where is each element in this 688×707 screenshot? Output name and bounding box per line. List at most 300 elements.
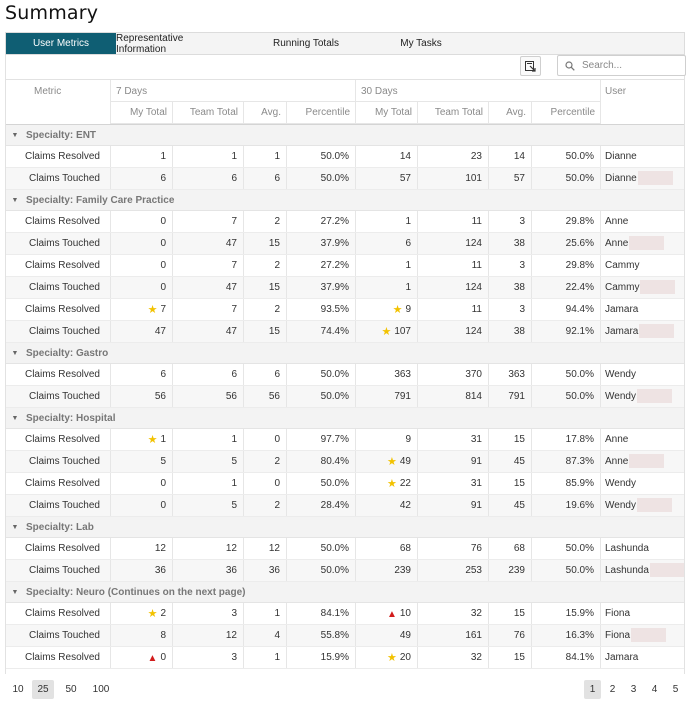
group-label: Specialty: Hospital: [26, 412, 116, 424]
my-total-30d: [356, 429, 418, 450]
page-number-button[interactable]: 1: [584, 680, 601, 699]
metric-cell: [6, 625, 111, 646]
table-row[interactable]: [6, 299, 684, 321]
team-total-7d: [173, 473, 244, 494]
table-row[interactable]: [6, 277, 684, 299]
cell-text: 239: [394, 565, 411, 576]
cell-text: Claims Resolved: [24, 260, 100, 271]
metric-cell: [6, 321, 111, 342]
cell-text: 32: [470, 652, 482, 663]
team-total-7d: [173, 364, 244, 385]
cell-text: 68: [513, 543, 525, 554]
my-total-7d: [111, 429, 173, 450]
percentile-30d: [532, 146, 601, 167]
percentile-30d: [532, 625, 601, 646]
table-row[interactable]: [6, 233, 684, 255]
percentile-30d: [532, 451, 601, 472]
team-total-30d: [418, 211, 489, 232]
percentile-7d: [287, 364, 356, 385]
user-cell: [601, 538, 685, 559]
cell-text: 31: [470, 434, 482, 445]
avg-7d: [244, 386, 287, 407]
cell-text: 1: [274, 151, 280, 162]
cell-text: 57: [513, 173, 525, 184]
percentile-7d: [287, 255, 356, 276]
cell-text: 15: [513, 434, 525, 445]
search-input[interactable]: [580, 59, 675, 72]
table-row[interactable]: [6, 211, 684, 233]
percentile-7d: [287, 211, 356, 232]
user-cell: [601, 647, 685, 668]
header-7-days: 7 Days: [111, 80, 356, 102]
cell-text: 9: [405, 434, 411, 445]
table-row[interactable]: [6, 451, 684, 473]
export-button[interactable]: [520, 56, 541, 76]
cell-text: Wendy: [605, 391, 636, 402]
cell-text: Claims Resolved: [24, 369, 100, 380]
cell-text: Jamara: [605, 326, 639, 337]
cell-text: 50.0%: [565, 173, 594, 184]
cell-text: 5: [160, 456, 166, 467]
cell-text: 11: [471, 260, 482, 271]
header-30d-percentile[interactable]: Percentile: [532, 102, 601, 124]
cell-text: 22: [399, 478, 411, 489]
percentile-30d: [532, 211, 601, 232]
cell-text: 7: [231, 216, 237, 227]
user-cell: [601, 386, 685, 407]
user-cell: [601, 168, 685, 189]
cell-text: 50.0%: [320, 543, 349, 554]
avg-7d: [244, 233, 287, 254]
cell-text: 11: [471, 216, 482, 227]
cell-text: Cammy: [605, 260, 640, 271]
header-30d-avg[interactable]: Avg.: [489, 102, 532, 124]
cell-text: 36: [154, 565, 166, 576]
user-cell: [601, 429, 685, 450]
table-row[interactable]: [6, 603, 684, 625]
percentile-7d: [287, 451, 356, 472]
cell-text: 363: [508, 369, 525, 380]
team-total-7d: [173, 146, 244, 167]
user-cell: [601, 321, 685, 342]
tab-my-tasks[interactable]: My Tasks: [400, 38, 442, 49]
my-total-30d: [356, 495, 418, 516]
star-icon: ★: [387, 652, 397, 664]
cell-text: 239: [508, 565, 525, 576]
page-number-button[interactable]: 2: [609, 684, 616, 695]
cell-text: 15.9%: [565, 608, 594, 619]
header-metric[interactable]: Metric: [6, 80, 111, 124]
search-box[interactable]: [557, 55, 686, 76]
cell-text: Dianne: [605, 173, 637, 184]
cell-text: 6: [231, 369, 237, 380]
table-row[interactable]: [6, 321, 684, 343]
percentile-30d: [532, 364, 601, 385]
star-icon: ★: [392, 304, 403, 316]
cell-text: 56: [154, 391, 166, 402]
my-total-30d: [356, 538, 418, 559]
percentile-30d: [532, 255, 601, 276]
cell-text: 27.2%: [320, 260, 349, 271]
cell-text: 12: [225, 543, 237, 554]
user-cell: [601, 277, 685, 298]
metrics-grid: [5, 79, 685, 674]
cell-text: Claims Resolved: [24, 652, 100, 663]
collapse-caret-icon[interactable]: ▼: [11, 523, 19, 531]
percentile-7d: [287, 625, 356, 646]
avg-30d: [489, 211, 532, 232]
tab-user-metrics[interactable]: User Metrics: [6, 33, 116, 54]
cell-text: 1: [274, 608, 280, 619]
table-row[interactable]: [6, 146, 684, 168]
cell-text: 31: [470, 478, 482, 489]
pagination: [5, 676, 685, 703]
header-7d-team-total[interactable]: Team Total: [173, 102, 244, 124]
my-total-30d: [356, 603, 418, 624]
percentile-30d: [532, 538, 601, 559]
cell-text: Claims Touched: [29, 173, 100, 184]
metric-cell: [6, 255, 111, 276]
collapse-caret-icon[interactable]: ▼: [11, 131, 19, 139]
team-total-7d: [173, 168, 244, 189]
my-total-30d: [356, 560, 418, 581]
user-cell: [601, 146, 685, 167]
cell-text: 0: [160, 238, 166, 249]
tab-representative-information[interactable]: Representative Information: [116, 32, 184, 55]
cell-text: 0: [160, 260, 166, 271]
team-total-30d: [418, 473, 489, 494]
page-number-button[interactable]: 3: [630, 684, 637, 695]
avg-7d: [244, 603, 287, 624]
cell-text: 56: [225, 391, 237, 402]
cell-text: 2: [274, 260, 280, 271]
team-total-30d: [418, 625, 489, 646]
avg-7d: [244, 211, 287, 232]
percentile-30d: [532, 429, 601, 450]
team-total-7d: [173, 451, 244, 472]
table-row[interactable]: [6, 429, 684, 451]
avg-7d: [244, 473, 287, 494]
cell-text: 50.0%: [565, 151, 594, 162]
cell-text: 101: [465, 173, 482, 184]
header-user[interactable]: User: [605, 86, 627, 97]
cell-text: 36: [268, 565, 280, 576]
cell-text: 87.3%: [565, 456, 594, 467]
cell-text: 50.0%: [565, 391, 594, 402]
page-size-option[interactable]: 100: [92, 684, 110, 695]
my-total-30d: [356, 321, 418, 342]
collapse-caret-icon[interactable]: ▼: [11, 414, 19, 422]
user-cell: [601, 495, 685, 516]
avg-30d: [489, 560, 532, 581]
avg-30d: [489, 625, 532, 646]
my-total-30d: [356, 233, 418, 254]
cell-text: 15: [513, 608, 525, 619]
team-total-30d: [418, 255, 489, 276]
percentile-7d: [287, 386, 356, 407]
header-30d-team-total[interactable]: Team Total: [418, 102, 489, 124]
cell-text: 107: [394, 326, 411, 337]
percentile-30d: [532, 168, 601, 189]
collapse-caret-icon[interactable]: ▼: [11, 349, 19, 357]
warning-icon: ▲: [386, 609, 397, 620]
avg-7d: [244, 429, 287, 450]
avg-7d: [244, 560, 287, 581]
avg-30d: [489, 277, 532, 298]
table-row[interactable]: [6, 625, 684, 647]
cell-text: 91: [470, 456, 482, 467]
avg-7d: [244, 495, 287, 516]
cell-text: 0: [160, 500, 166, 511]
star-icon: ★: [381, 326, 392, 338]
cell-text: Claims Resolved: [24, 151, 100, 162]
avg-7d: [244, 538, 287, 559]
cell-text: Claims Touched: [29, 565, 100, 576]
team-total-7d: [173, 429, 244, 450]
cell-text: 1: [160, 151, 166, 162]
cell-text: Claims Resolved: [24, 434, 100, 445]
collapse-caret-icon[interactable]: ▼: [11, 196, 19, 204]
table-row[interactable]: [6, 168, 684, 190]
table-row[interactable]: [6, 386, 684, 408]
star-icon: ★: [387, 456, 397, 468]
export-icon: [525, 61, 536, 72]
my-total-30d: [356, 146, 418, 167]
cell-text: 32: [470, 608, 482, 619]
cell-text: 49: [399, 630, 411, 641]
table-row[interactable]: [6, 473, 684, 495]
avg-7d: [244, 255, 287, 276]
my-total-30d: [356, 473, 418, 494]
cell-text: 2: [274, 456, 280, 467]
tab-bar: [5, 32, 685, 55]
group-row[interactable]: [6, 190, 684, 211]
group-label: Specialty: Lab: [26, 521, 94, 533]
cell-text: 47: [225, 282, 237, 293]
metric-cell: [6, 495, 111, 516]
group-row[interactable]: [6, 125, 684, 146]
table-row[interactable]: [6, 255, 684, 277]
cell-text: 1: [405, 282, 411, 293]
group-row[interactable]: [6, 517, 684, 538]
header-7d-my-total[interactable]: My Total: [111, 102, 173, 124]
my-total-7d: [111, 146, 173, 167]
cell-text: 15: [513, 652, 525, 663]
cell-text: Claims Touched: [29, 238, 100, 249]
cell-text: 14: [513, 151, 525, 162]
team-total-7d: [173, 233, 244, 254]
user-cell: [601, 451, 685, 472]
cell-text: 37.9%: [320, 238, 349, 249]
my-total-30d: [356, 625, 418, 646]
redacted-block: [640, 280, 675, 294]
cell-text: 36: [225, 565, 237, 576]
percentile-7d: [287, 321, 356, 342]
my-total-7d: [111, 451, 173, 472]
cell-text: Anne: [605, 456, 629, 467]
my-total-30d: [356, 168, 418, 189]
team-total-7d: [173, 495, 244, 516]
cell-text: 3: [519, 304, 525, 315]
percentile-30d: [532, 233, 601, 254]
cell-text: 16.3%: [565, 630, 594, 641]
cell-text: Anne: [605, 434, 629, 445]
cell-text: 94.4%: [565, 304, 594, 315]
header-30d-my-total[interactable]: My Total: [356, 102, 418, 124]
cell-text: 5: [231, 500, 237, 511]
group-row[interactable]: [6, 343, 684, 364]
my-total-7d: [111, 277, 173, 298]
group-label: Specialty: Family Care Practice: [26, 194, 175, 206]
cell-text: Cammy: [605, 282, 640, 293]
user-cell: [601, 603, 685, 624]
table-row[interactable]: [6, 647, 684, 669]
metric-cell: [6, 211, 111, 232]
cell-text: 3: [519, 260, 525, 271]
cell-text: 76: [513, 630, 525, 641]
cell-text: 3: [519, 216, 525, 227]
percentile-7d: [287, 233, 356, 254]
page-size-option[interactable]: 10: [12, 684, 24, 695]
group-label: Specialty: Neuro (Continues on the next page): [26, 586, 246, 598]
cell-text: 45: [513, 500, 525, 511]
my-total-30d: [356, 277, 418, 298]
metric-cell: [6, 146, 111, 167]
team-total-7d: [173, 560, 244, 581]
cell-text: 57: [399, 173, 411, 184]
table-row[interactable]: [6, 538, 684, 560]
cell-text: 47: [154, 326, 166, 337]
grid-body: [6, 125, 684, 669]
tab-running-totals[interactable]: Running Totals: [273, 38, 339, 49]
header-7d-percentile[interactable]: Percentile: [287, 102, 356, 124]
page-size-option[interactable]: 50: [65, 684, 77, 695]
cell-text: 15: [268, 238, 280, 249]
cell-text: 0: [160, 652, 166, 663]
cell-text: 50.0%: [320, 565, 349, 576]
avg-30d: [489, 233, 532, 254]
cell-text: 370: [465, 369, 482, 380]
team-total-7d: [173, 277, 244, 298]
table-row[interactable]: [6, 364, 684, 386]
cell-text: Claims Resolved: [24, 216, 100, 227]
cell-text: 84.1%: [320, 608, 349, 619]
avg-30d: [489, 321, 532, 342]
collapse-caret-icon[interactable]: ▼: [11, 588, 19, 596]
cell-text: 161: [465, 630, 482, 641]
cell-text: 6: [274, 173, 280, 184]
page-number-button[interactable]: 5: [672, 684, 679, 695]
cell-text: 47: [225, 326, 237, 337]
cell-text: Wendy: [605, 478, 636, 489]
metric-cell: [6, 299, 111, 320]
cell-text: Claims Touched: [29, 282, 100, 293]
user-cell: [601, 625, 685, 646]
cell-text: 14: [399, 151, 411, 162]
my-total-30d: [356, 255, 418, 276]
redacted-block: [637, 389, 672, 403]
my-total-30d: [356, 211, 418, 232]
user-cell: [601, 560, 685, 581]
team-total-7d: [173, 321, 244, 342]
percentile-7d: [287, 560, 356, 581]
cell-text: Jamara: [605, 304, 639, 315]
cell-text: 4: [274, 630, 280, 641]
cell-text: 10: [399, 608, 411, 619]
table-row[interactable]: [6, 495, 684, 517]
cell-text: 56: [268, 391, 280, 402]
cell-text: 50.0%: [565, 565, 594, 576]
percentile-7d: [287, 277, 356, 298]
group-row[interactable]: [6, 582, 684, 603]
user-cell: [601, 473, 685, 494]
percentile-30d: [532, 386, 601, 407]
cell-text: 814: [465, 391, 482, 402]
team-total-30d: [418, 451, 489, 472]
cell-text: 22.4%: [565, 282, 594, 293]
cell-text: 38: [513, 326, 525, 337]
cell-text: 97.7%: [320, 434, 349, 445]
my-total-7d: [111, 386, 173, 407]
cell-text: Fiona: [605, 630, 631, 641]
cell-text: 84.1%: [565, 652, 594, 663]
team-total-7d: [173, 299, 244, 320]
cell-text: Lashunda: [605, 543, 649, 554]
page-number-button[interactable]: 4: [651, 684, 658, 695]
percentile-7d: [287, 473, 356, 494]
cell-text: 6: [160, 173, 166, 184]
user-cell: [601, 255, 685, 276]
cell-text: 3: [231, 652, 237, 663]
percentile-7d: [287, 495, 356, 516]
star-icon: ★: [147, 608, 158, 620]
cell-text: 85.9%: [565, 478, 594, 489]
header-7d-avg[interactable]: Avg.: [244, 102, 287, 124]
page-title: Summary: [5, 2, 99, 24]
table-row[interactable]: [6, 560, 684, 582]
my-total-7d: [111, 168, 173, 189]
cell-text: 8: [160, 630, 166, 641]
cell-text: 1: [231, 478, 237, 489]
group-label: Specialty: Gastro: [26, 347, 109, 359]
cell-text: Wendy: [605, 500, 636, 511]
cell-text: 12: [268, 543, 280, 554]
cell-text: 1: [274, 652, 280, 663]
cell-text: 23: [470, 151, 482, 162]
avg-30d: [489, 647, 532, 668]
team-total-7d: [173, 647, 244, 668]
group-row[interactable]: [6, 408, 684, 429]
cell-text: 12: [225, 630, 237, 641]
avg-7d: [244, 277, 287, 298]
my-total-7d: [111, 647, 173, 668]
avg-30d: [489, 473, 532, 494]
grid-toolbar: [5, 55, 685, 80]
cell-text: 50.0%: [320, 391, 349, 402]
team-total-30d: [418, 560, 489, 581]
team-total-30d: [418, 146, 489, 167]
cell-text: 253: [465, 565, 482, 576]
user-cell: [601, 299, 685, 320]
team-total-30d: [418, 386, 489, 407]
cell-text: Claims Touched: [29, 500, 100, 511]
cell-text: 0: [274, 434, 280, 445]
team-total-30d: [418, 233, 489, 254]
cell-text: 15: [268, 282, 280, 293]
cell-text: Anne: [605, 216, 629, 227]
metric-cell: [6, 386, 111, 407]
page-size-option[interactable]: 25: [32, 680, 54, 699]
